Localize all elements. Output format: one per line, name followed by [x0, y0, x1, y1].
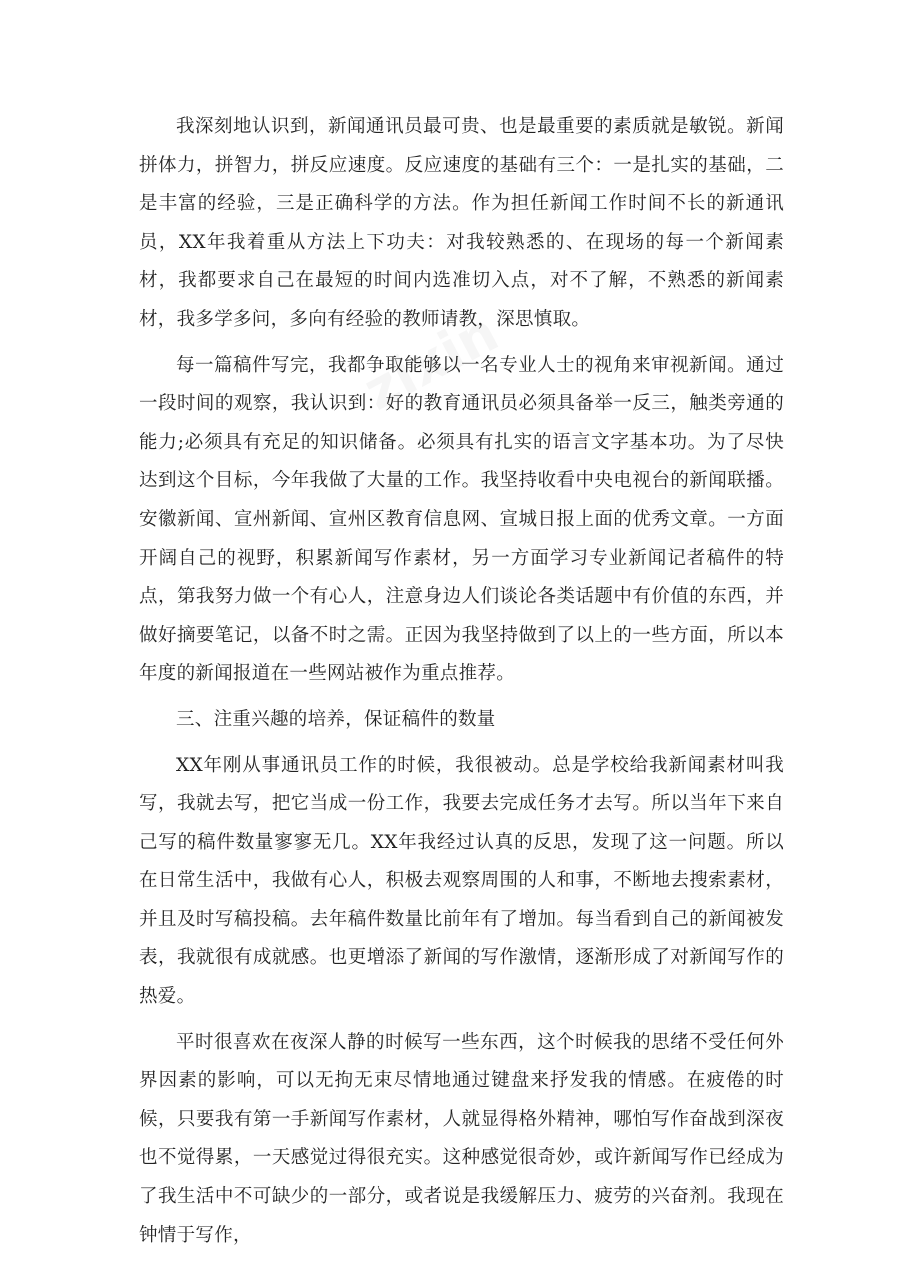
- document-page: [139, 108, 784, 1262]
- paragraph-passive-start: XX年刚从事通讯员工作的时候，我很被动。总是学校给我新闻素材叫我写，我就去写，把它当成一份工作，我要去完成任务才去写。所以当年下来自己写的稿件数量寥寥无几。XX年我经过认真的反思，发现了这一问题。所以在日常生活中，我做有心人，积极去观察周围的人和事，不断地去搜索素材，并且及时写稿投稿。去年稿件数量比前年有了增加。每当看到自己的新闻被发表，我就很有成就感。也更增添了新闻的写作激情，逐渐形成了对新闻写作的热爱。: [139, 754, 784, 1008]
- paragraph-professional-view: 每一篇稿件写完，我都争取能够以一名专业人士的视角来审视新闻。通过一段时间的观察，我认识到：好的教育通讯员必须具备举一反三，触类旁通的能力;必须具有充足的知识储备。必须具有扎实的语言文字基本功。为了尽快达到这个目标，今年我做了大量的工作。我坚持收看中央电视台的新闻联播。安徽新闻、宣州新闻、宣州区教育信息网、宣城日报上面的优秀文章。一方面开阔自己的视野，积累新闻写作素材，另一方面学习专业新闻记者稿件的特点，第我努力做一个有心人，注意身边人们谈论各类话题中有价值的东西，并做好摘要笔记，以备不时之需。正因为我坚持做到了以上的一些方面，所以本年度的新闻报道在一些网站被作为重点推荐。: [139, 354, 784, 685]
- paragraph-sharpness: 我深刻地认识到，新闻通讯员最可贵、也是最重要的素质就是敏锐。新闻拼体力，拼智力，拼反应速度。反应速度的基础有三个：一是扎实的基础，二是丰富的经验，三是正确科学的方法。作为担任新闻工作时间不长的新通讯员，XX年我着重从方法上下功夫：对我较熟悉的、在现场的每一个新闻素材，我都要求自己在最短的时间内选准切入点，对不了解，不熟悉的新闻素材，我多学多问，多向有经验的教师请教，深思慎取。: [139, 116, 784, 330]
- paragraph-night-writing: 平时很喜欢在夜深人静的时候写一些东西，这个时候我的思绪不受任何外界因素的影响，可以无拘无束尽情地通过键盘来抒发我的情感。在疲倦的时候，只要我有第一手新闻写作素材，人就显得格外精神，哪怕写作奋战到深夜也不觉得累，一天感觉过得很充实。这种感觉很奇妙，或许新闻写作已经成为了我生活中不可缺少的一部分，或者说是我缓解压力、疲劳的兴奋剂。我现在钟情于写作，: [139, 1031, 784, 1246]
- section-heading-interest: 三、注重兴趣的培养，保证稿件的数量: [176, 708, 496, 730]
